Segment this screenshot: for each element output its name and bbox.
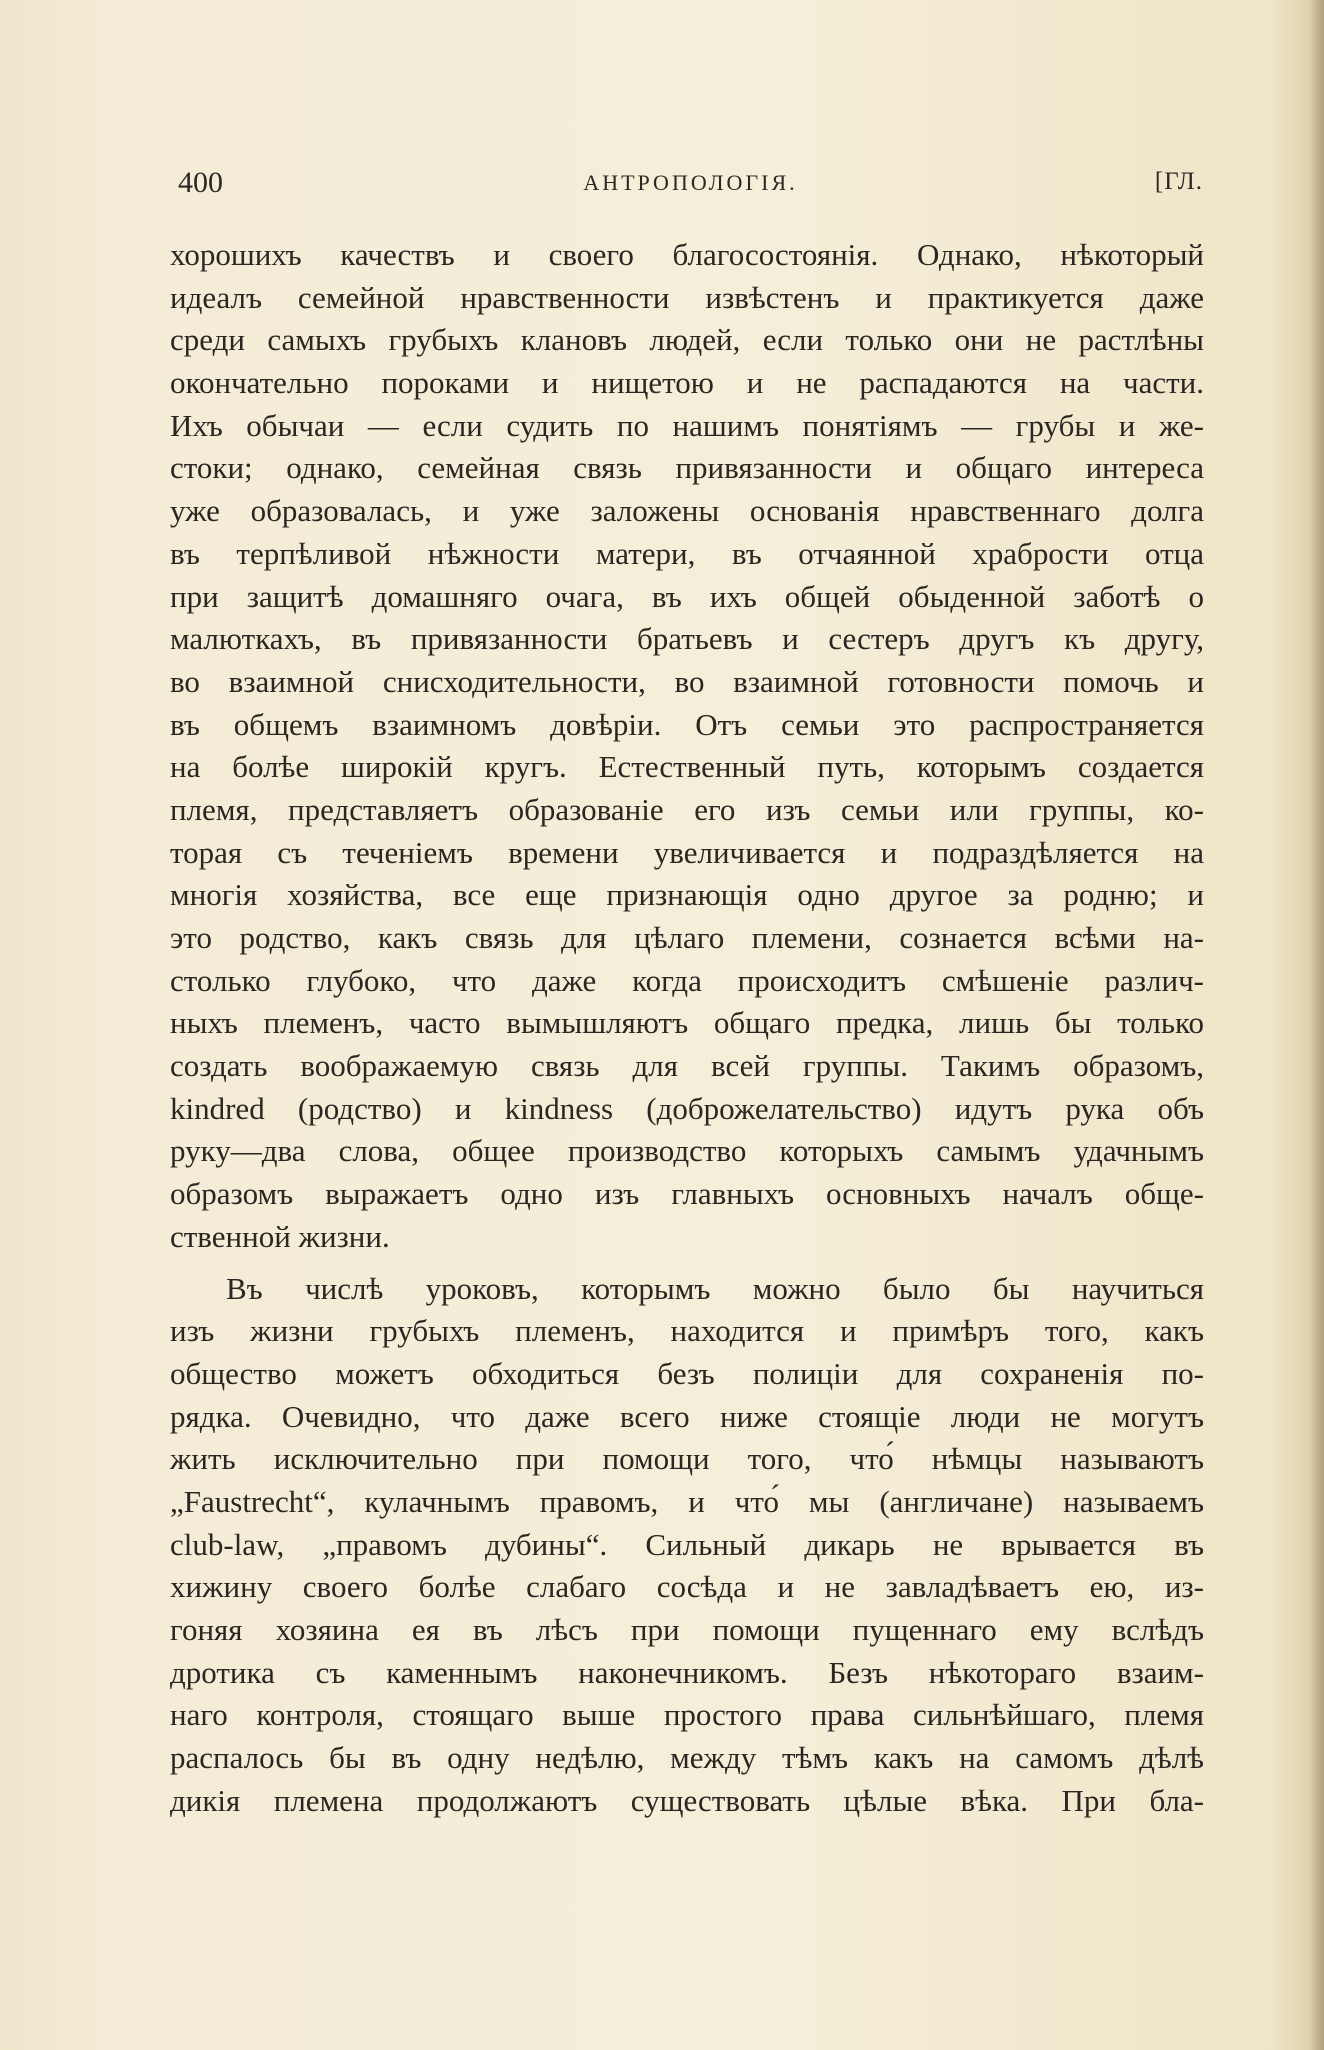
text-line: общество можетъ обходиться безъ полиціи для сохраненія по-: [170, 1355, 1204, 1391]
text-line: ственной жизни.: [170, 1218, 390, 1254]
text-line: жить исключительно при помощи того, что́ нѣмцы называютъ: [170, 1441, 1204, 1477]
text-line: идеалъ семейной нравственности извѣстенъ и практикуется даже: [170, 279, 1204, 315]
text-line: при защитѣ домашняго очага, въ ихъ общей обыденной заботѣ о: [170, 578, 1204, 614]
running-title: АНТРОПОЛОГІЯ.: [583, 170, 798, 195]
text-line: club-law, „правомъ дубины“. Сильный дикарь не врывается въ: [170, 1526, 1204, 1562]
text-line: наго контроля, стоящаго выше простого права сильнѣйшаго, племя: [170, 1697, 1204, 1733]
paragraph-2: [170, 1268, 1204, 1823]
text-line: малюткахъ, въ привязанности братьевъ и сестеръ другъ къ другу,: [170, 621, 1204, 657]
running-head: [178, 166, 1203, 206]
text-line: дикія племена продолжаютъ существовать цѣлые вѣка. При бла-: [170, 1782, 1204, 1818]
text-line: уже образовалась, и уже заложены основанія нравственнаго долга: [170, 493, 1204, 529]
text-line: гоняя хозяина ея въ лѣсъ при помощи пущеннаго ему вслѣдъ: [170, 1612, 1204, 1647]
text-line: „Faustrecht“, кулачнымъ правомъ, и что́ мы (англичане) называемъ: [170, 1483, 1204, 1519]
text-line: рядка. Очевидно, что даже всего ниже стоящіе люди не могутъ: [170, 1398, 1204, 1434]
page-number: 400: [178, 166, 223, 199]
text-line: торая съ теченіемъ времени увеличивается и подраздѣляется на: [170, 834, 1204, 870]
text-line: въ общемъ взаимномъ довѣріи. Отъ семьи это распространяется: [170, 706, 1204, 742]
text-line: многія хозяйства, все еще признающія одно другое за родню; и: [170, 877, 1204, 913]
text-line: это родство, какъ связь для цѣлаго племени, сознается всѣми на-: [170, 920, 1204, 955]
text-line: стоки; однако, семейная связь привязанности и общаго интереса: [170, 450, 1204, 486]
text-line: хорошихъ качествъ и своего благосостоянія. Однако, нѣкоторый: [170, 237, 1204, 272]
text-line: столько глубоко, что даже когда происходитъ смѣшеніе различ-: [170, 962, 1204, 998]
text-line: хижину своего болѣе слабаго сосѣда и не завладѣваетъ ею, из-: [170, 1569, 1204, 1605]
body-text: [170, 234, 1204, 1822]
text-line: въ терпѣливой нѣжности матери, въ отчаянной храбрости отца: [170, 535, 1204, 571]
text-line: Въ числѣ уроковъ, которымъ можно было бы научиться: [226, 1270, 1204, 1306]
paragraph-1: [170, 234, 1204, 1259]
page-edge-shadow: [1310, 0, 1324, 2050]
text-line: ныхъ племенъ, часто вымышляютъ общаго предка, лишь бы только: [170, 1005, 1204, 1041]
chapter-reference: [ГЛ.: [1154, 168, 1203, 195]
text-line: дротика съ каменнымъ наконечникомъ. Безъ нѣкотораго взаим-: [170, 1654, 1204, 1690]
text-line: во взаимной снисходительности, во взаимной готовности помочь и: [170, 663, 1204, 699]
text-line: создать воображаемую связь для всей группы. Такимъ образомъ,: [170, 1048, 1204, 1084]
text-line: окончательно пороками и нищетою и не распадаются на части.: [170, 365, 1204, 401]
text-line: среди самыхъ грубыхъ клановъ людей, если только они не растлѣны: [170, 322, 1204, 358]
text-line: образомъ выражаетъ одно изъ главныхъ основныхъ началъ обще-: [170, 1176, 1204, 1212]
text-line: распалось бы въ одну недѣлю, между тѣмъ какъ на самомъ дѣлѣ: [170, 1740, 1204, 1776]
text-line: на болѣе широкій кругъ. Естественный путь, которымъ создается: [170, 749, 1204, 785]
text-line: kindred (родство) и kindness (доброжелательство) идутъ рука объ: [170, 1090, 1204, 1126]
text-line: изъ жизни грубыхъ племенъ, находится и примѣръ того, какъ: [170, 1313, 1204, 1349]
text-line: руку—два слова, общее производство которыхъ самымъ удачнымъ: [170, 1133, 1204, 1169]
paragraph-gap: [170, 1259, 1204, 1268]
text-line: племя, представляетъ образованіе его изъ семьи или группы, ко-: [170, 791, 1204, 827]
text-line: Ихъ обычаи — если судить по нашимъ понятіямъ — грубы и же-: [170, 407, 1204, 443]
